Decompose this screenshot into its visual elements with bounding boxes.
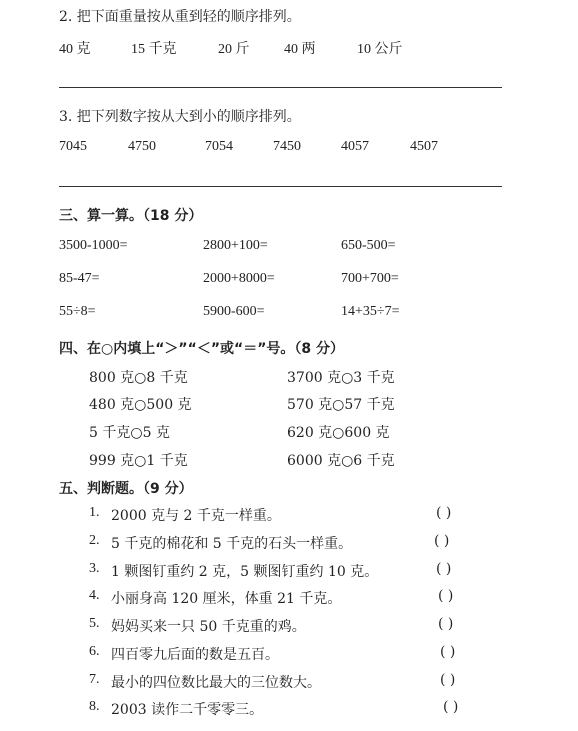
judge-answer-blank[interactable]: ( ) bbox=[438, 616, 454, 632]
number-item: 4750 bbox=[128, 139, 156, 154]
calc-item: 55÷8= bbox=[59, 304, 96, 319]
judge-number: 3. bbox=[89, 561, 100, 576]
judge-statement: 小丽身高 120 厘米，体重 21 千克。 bbox=[111, 591, 342, 607]
judge-number: 4. bbox=[89, 588, 100, 603]
calc-item: 700+700= bbox=[341, 271, 399, 286]
compare-item: 6000 克○6 千克 bbox=[287, 453, 395, 469]
judge-answer-blank[interactable]: ( ) bbox=[438, 588, 454, 604]
compare-item: 5 千克○5 克 bbox=[89, 425, 170, 441]
answer-line[interactable] bbox=[59, 87, 502, 88]
judge-answer-blank[interactable]: ( ) bbox=[440, 672, 456, 688]
calc-item: 650-500= bbox=[341, 238, 396, 253]
compare-item: 570 克○57 千克 bbox=[287, 397, 395, 413]
judge-statement: 5 千克的棉花和 5 千克的石头一样重。 bbox=[111, 536, 353, 552]
judge-answer-blank[interactable]: ( ) bbox=[443, 699, 459, 715]
judge-statement: 2000 克与 2 千克一样重。 bbox=[111, 508, 281, 524]
judge-answer-blank[interactable]: ( ) bbox=[436, 505, 452, 521]
judge-answer-blank[interactable]: ( ) bbox=[434, 533, 450, 549]
calc-item: 5900-600= bbox=[203, 304, 265, 319]
compare-item: 620 克○600 克 bbox=[287, 425, 390, 441]
judge-answer-blank[interactable]: ( ) bbox=[440, 644, 456, 660]
number-item: 7450 bbox=[273, 139, 301, 154]
weight-item: 40 克 bbox=[59, 42, 91, 57]
judge-number: 7. bbox=[89, 672, 100, 687]
compare-item: 3700 克○3 千克 bbox=[287, 370, 395, 386]
calc-item: 2000+8000= bbox=[203, 271, 275, 286]
weight-item: 10 公斤 bbox=[357, 42, 403, 57]
compare-item: 800 克○8 千克 bbox=[89, 370, 188, 386]
weight-item: 40 两 bbox=[284, 42, 316, 57]
calc-item: 14+35÷7= bbox=[341, 304, 400, 319]
judge-statement: 1 颗图钉重约 2 克，5 颗图钉重约 10 克。 bbox=[111, 564, 379, 580]
calc-item: 85-47= bbox=[59, 271, 100, 286]
section-3-title: 三、算一算。（18 分） bbox=[59, 208, 203, 224]
judge-number: 5. bbox=[89, 616, 100, 631]
question-2-title: 2. 把下面重量按从重到轻的顺序排列。 bbox=[59, 9, 301, 25]
answer-line[interactable] bbox=[59, 186, 502, 187]
judge-number: 6. bbox=[89, 644, 100, 659]
judge-number: 2. bbox=[89, 533, 100, 548]
number-item: 7045 bbox=[59, 139, 87, 154]
judge-statement: 妈妈买来一只 50 千克重的鸡。 bbox=[111, 619, 306, 635]
judge-answer-blank[interactable]: ( ) bbox=[436, 561, 452, 577]
section-5-title: 五、判断题。（9 分） bbox=[59, 481, 193, 497]
judge-statement: 四百零九后面的数是五百。 bbox=[111, 647, 279, 663]
compare-item: 999 克○1 千克 bbox=[89, 453, 188, 469]
number-item: 7054 bbox=[205, 139, 233, 154]
weight-item: 20 斤 bbox=[218, 42, 250, 57]
question-3-title: 3. 把下列数字按从大到小的顺序排列。 bbox=[59, 109, 301, 125]
judge-number: 1. bbox=[89, 505, 100, 520]
section-4-title: 四、在○内填上“＞”“＜”或“＝”号。（8 分） bbox=[59, 341, 345, 357]
judge-statement: 最小的四位数比最大的三位数大。 bbox=[111, 675, 321, 691]
number-item: 4057 bbox=[341, 139, 369, 154]
judge-statement: 2003 读作二千零零三。 bbox=[111, 702, 264, 718]
calc-item: 2800+100= bbox=[203, 238, 268, 253]
weight-item: 15 千克 bbox=[131, 42, 177, 57]
judge-number: 8. bbox=[89, 699, 100, 714]
calc-item: 3500-1000= bbox=[59, 238, 128, 253]
compare-item: 480 克○500 克 bbox=[89, 397, 192, 413]
number-item: 4507 bbox=[410, 139, 438, 154]
